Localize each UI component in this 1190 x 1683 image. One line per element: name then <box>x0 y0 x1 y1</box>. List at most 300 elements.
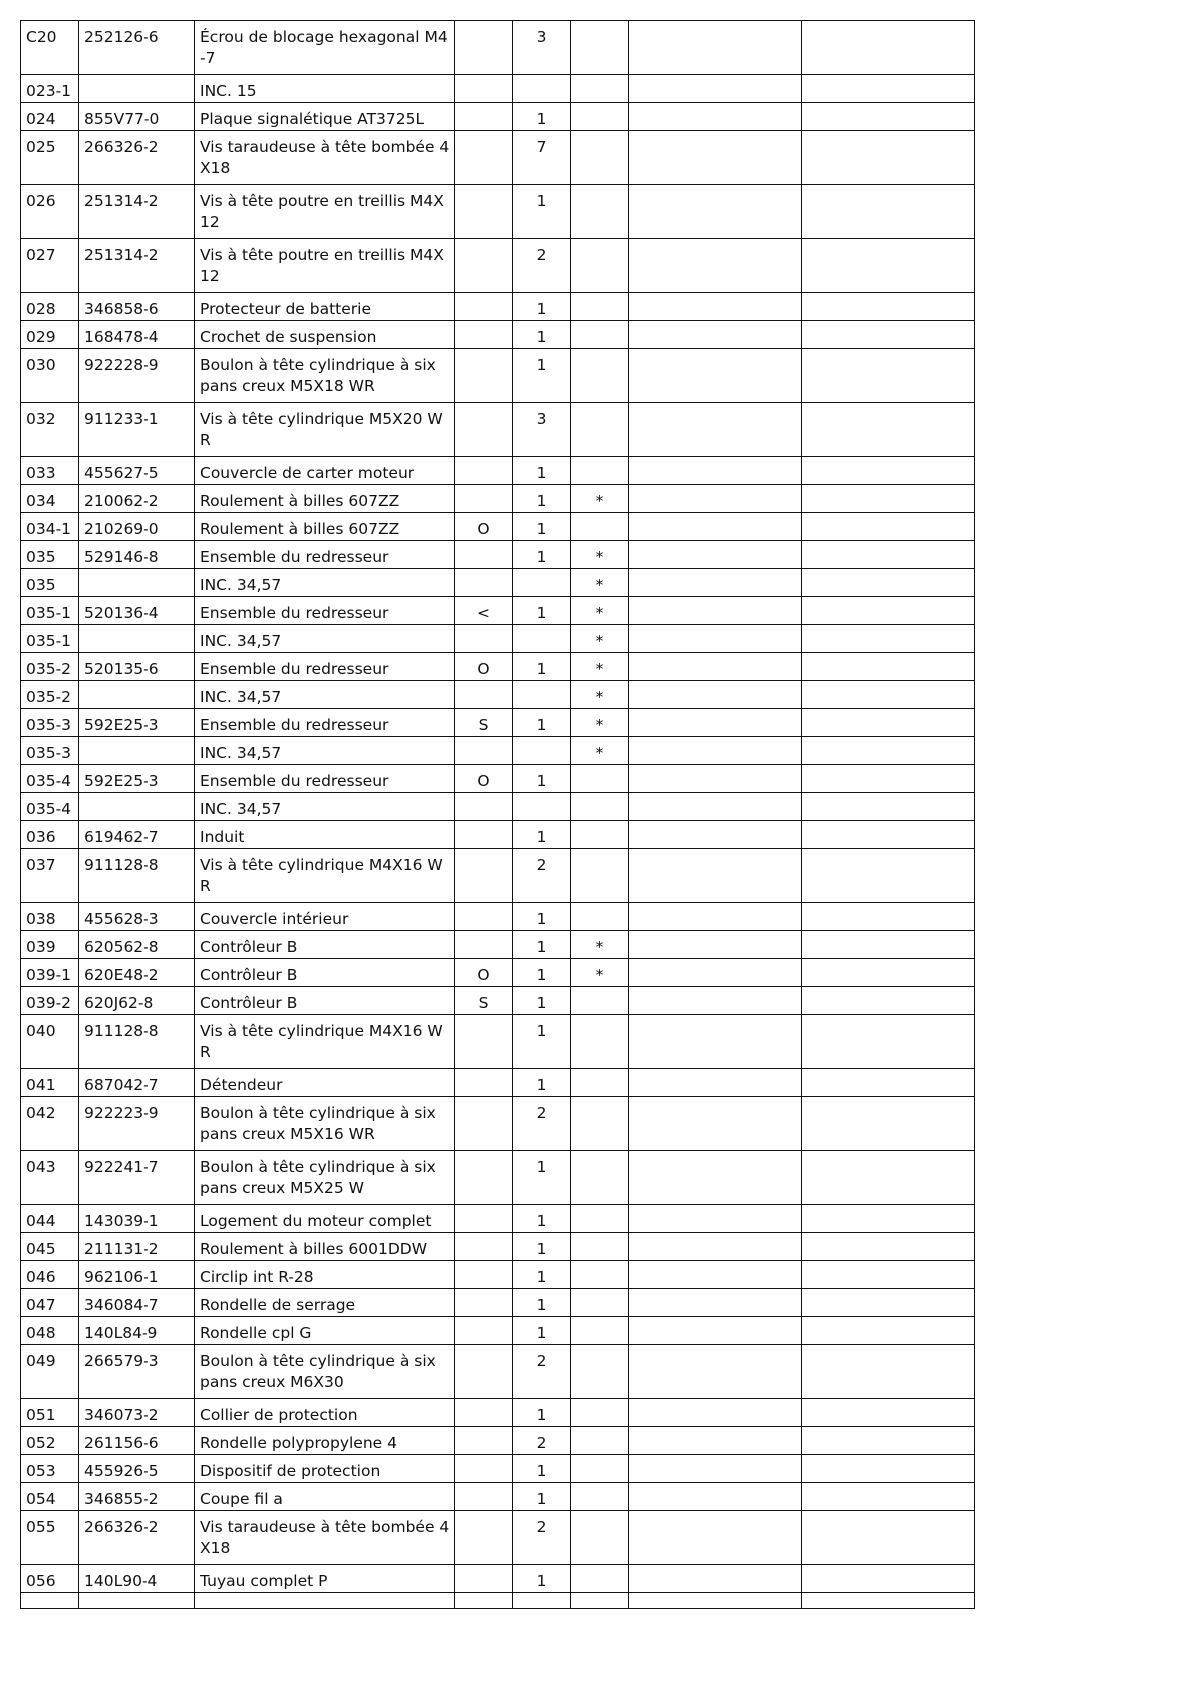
empty-cell <box>571 1593 629 1609</box>
remark-mark-cell: * <box>571 541 629 569</box>
variant-flag-cell <box>455 681 513 709</box>
empty-cell <box>629 709 802 737</box>
empty-cell <box>802 765 975 793</box>
empty-cell <box>802 903 975 931</box>
item-number-cell: 039-2 <box>21 987 79 1015</box>
variant-flag-cell <box>455 1261 513 1289</box>
part-number-cell: 962106-1 <box>79 1261 195 1289</box>
item-number-cell: 035-4 <box>21 765 79 793</box>
empty-cell <box>802 185 975 239</box>
quantity-cell: 1 <box>513 1261 571 1289</box>
empty-cell <box>802 959 975 987</box>
item-number-cell: 030 <box>21 349 79 403</box>
description-cell: INC. 34,57 <box>195 625 455 653</box>
empty-cell <box>629 821 802 849</box>
variant-flag-cell <box>455 541 513 569</box>
quantity-cell <box>513 75 571 103</box>
variant-flag-cell <box>455 75 513 103</box>
part-number-cell: 140L84-9 <box>79 1317 195 1345</box>
item-number-cell: 032 <box>21 403 79 457</box>
empty-cell <box>195 1593 455 1609</box>
part-number-cell: 911128-8 <box>79 1015 195 1069</box>
item-number-cell: 055 <box>21 1511 79 1565</box>
remark-mark-cell <box>571 185 629 239</box>
empty-cell <box>802 21 975 75</box>
empty-cell <box>802 931 975 959</box>
part-number-cell: 168478-4 <box>79 321 195 349</box>
remark-mark-cell <box>571 403 629 457</box>
remark-mark-cell <box>571 1565 629 1593</box>
table-row <box>21 681 975 709</box>
empty-cell <box>802 849 975 903</box>
item-number-cell: 049 <box>21 1345 79 1399</box>
table-row <box>21 569 975 597</box>
item-number-cell: 051 <box>21 1399 79 1427</box>
part-number-cell: 687042-7 <box>79 1069 195 1097</box>
remark-mark-cell <box>571 293 629 321</box>
empty-cell <box>802 513 975 541</box>
item-number-cell: 054 <box>21 1483 79 1511</box>
empty-cell <box>629 457 802 485</box>
part-number-cell: 455627-5 <box>79 457 195 485</box>
part-number-cell <box>79 681 195 709</box>
quantity-cell <box>513 737 571 765</box>
empty-cell <box>802 653 975 681</box>
remark-mark-cell: * <box>571 709 629 737</box>
item-number-cell: 041 <box>21 1069 79 1097</box>
part-number-cell: 855V77-0 <box>79 103 195 131</box>
empty-cell <box>455 1593 513 1609</box>
empty-cell <box>802 131 975 185</box>
part-number-cell: 266326-2 <box>79 131 195 185</box>
variant-flag-cell: O <box>455 765 513 793</box>
empty-cell <box>802 293 975 321</box>
remark-mark-cell <box>571 1205 629 1233</box>
part-number-cell <box>79 75 195 103</box>
empty-cell <box>629 765 802 793</box>
table-row <box>21 403 975 457</box>
item-number-cell: 046 <box>21 1261 79 1289</box>
empty-cell <box>629 403 802 457</box>
description-cell: Boulon à tête cylindrique à six pans creux M5X16 WR <box>195 1097 455 1151</box>
part-number-cell: 911233-1 <box>79 403 195 457</box>
empty-cell <box>629 1593 802 1609</box>
remark-mark-cell <box>571 103 629 131</box>
remark-mark-cell <box>571 1455 629 1483</box>
part-number-cell: 210062-2 <box>79 485 195 513</box>
empty-cell <box>513 1593 571 1609</box>
table-row <box>21 131 975 185</box>
table-row <box>21 1151 975 1205</box>
empty-cell <box>629 239 802 293</box>
part-number-cell <box>79 793 195 821</box>
variant-flag-cell <box>455 849 513 903</box>
quantity-cell: 1 <box>513 1317 571 1345</box>
variant-flag-cell <box>455 349 513 403</box>
table-row <box>21 1069 975 1097</box>
description-cell: Vis à tête poutre en treillis M4X12 <box>195 239 455 293</box>
part-number-cell: 922241-7 <box>79 1151 195 1205</box>
remark-mark-cell: * <box>571 597 629 625</box>
variant-flag-cell <box>455 21 513 75</box>
empty-cell <box>629 21 802 75</box>
description-cell: Dispositif de protection <box>195 1455 455 1483</box>
description-cell: Circlip int R-28 <box>195 1261 455 1289</box>
variant-flag-cell <box>455 1565 513 1593</box>
quantity-cell: 1 <box>513 597 571 625</box>
description-cell: Ensemble du redresseur <box>195 709 455 737</box>
variant-flag-cell <box>455 403 513 457</box>
table-row <box>21 485 975 513</box>
part-number-cell: 620562-8 <box>79 931 195 959</box>
variant-flag-cell <box>455 485 513 513</box>
table-row <box>21 513 975 541</box>
empty-cell <box>629 75 802 103</box>
description-cell: Coupe fil a <box>195 1483 455 1511</box>
empty-cell <box>629 793 802 821</box>
variant-flag-cell: S <box>455 987 513 1015</box>
empty-cell <box>629 1511 802 1565</box>
variant-flag-cell <box>455 1317 513 1345</box>
table-row <box>21 1261 975 1289</box>
empty-cell <box>802 1483 975 1511</box>
description-cell: Boulon à tête cylindrique à six pans creux M6X30 <box>195 1345 455 1399</box>
empty-cell <box>802 597 975 625</box>
variant-flag-cell <box>455 103 513 131</box>
table-row <box>21 1345 975 1399</box>
quantity-cell: 1 <box>513 931 571 959</box>
quantity-cell: 1 <box>513 1399 571 1427</box>
part-number-cell <box>79 569 195 597</box>
part-number-cell: 592E25-3 <box>79 709 195 737</box>
item-number-cell: 043 <box>21 1151 79 1205</box>
table-row <box>21 1317 975 1345</box>
part-number-cell: 529146-8 <box>79 541 195 569</box>
part-number-cell: 261156-6 <box>79 1427 195 1455</box>
part-number-cell: 911128-8 <box>79 849 195 903</box>
empty-cell <box>629 1097 802 1151</box>
item-number-cell: 035-3 <box>21 737 79 765</box>
empty-cell <box>79 1593 195 1609</box>
empty-cell <box>802 569 975 597</box>
remark-mark-cell <box>571 1317 629 1345</box>
quantity-cell: 1 <box>513 1069 571 1097</box>
variant-flag-cell <box>455 1151 513 1205</box>
part-number-cell: 346858-6 <box>79 293 195 321</box>
part-number-cell: 620E48-2 <box>79 959 195 987</box>
remark-mark-cell <box>571 765 629 793</box>
empty-cell <box>629 597 802 625</box>
item-number-cell: 028 <box>21 293 79 321</box>
empty-cell <box>802 1205 975 1233</box>
variant-flag-cell: O <box>455 653 513 681</box>
empty-cell <box>802 541 975 569</box>
empty-cell <box>802 349 975 403</box>
description-cell: Boulon à tête cylindrique à six pans creux M5X25 W <box>195 1151 455 1205</box>
item-number-cell: 045 <box>21 1233 79 1261</box>
empty-cell <box>629 131 802 185</box>
empty-cell <box>629 1233 802 1261</box>
quantity-cell: 3 <box>513 21 571 75</box>
quantity-cell: 2 <box>513 239 571 293</box>
item-number-cell: 048 <box>21 1317 79 1345</box>
item-number-cell: 035 <box>21 569 79 597</box>
description-cell: Contrôleur B <box>195 931 455 959</box>
variant-flag-cell <box>455 131 513 185</box>
item-number-cell: 037 <box>21 849 79 903</box>
part-number-cell: 620J62-8 <box>79 987 195 1015</box>
empty-cell <box>629 1565 802 1593</box>
item-number-cell: 042 <box>21 1097 79 1151</box>
empty-cell <box>629 485 802 513</box>
description-cell: INC. 34,57 <box>195 793 455 821</box>
remark-mark-cell: * <box>571 959 629 987</box>
description-cell: Roulement à billes 6001DDW <box>195 1233 455 1261</box>
description-cell: Ensemble du redresseur <box>195 653 455 681</box>
empty-cell <box>629 681 802 709</box>
description-cell: Vis à tête cylindrique M4X16 WR <box>195 1015 455 1069</box>
empty-cell <box>629 103 802 131</box>
variant-flag-cell <box>455 931 513 959</box>
empty-cell <box>802 75 975 103</box>
table-row <box>21 1427 975 1455</box>
variant-flag-cell <box>455 1511 513 1565</box>
empty-cell <box>629 1483 802 1511</box>
part-number-cell: 455926-5 <box>79 1455 195 1483</box>
empty-cell <box>629 849 802 903</box>
empty-cell <box>802 1511 975 1565</box>
table-row <box>21 457 975 485</box>
table-row <box>21 1399 975 1427</box>
description-cell: Induit <box>195 821 455 849</box>
part-number-cell <box>79 625 195 653</box>
remark-mark-cell: * <box>571 569 629 597</box>
table-row <box>21 903 975 931</box>
empty-cell <box>802 1261 975 1289</box>
empty-cell <box>629 185 802 239</box>
empty-cell <box>802 821 975 849</box>
table-row <box>21 1289 975 1317</box>
table-row <box>21 1483 975 1511</box>
table-row <box>21 103 975 131</box>
description-cell: Écrou de blocage hexagonal M4-7 <box>195 21 455 75</box>
item-number-cell: 029 <box>21 321 79 349</box>
quantity-cell: 1 <box>513 653 571 681</box>
empty-cell <box>802 103 975 131</box>
item-number-cell: 026 <box>21 185 79 239</box>
part-number-cell: 346855-2 <box>79 1483 195 1511</box>
part-number-cell: 592E25-3 <box>79 765 195 793</box>
empty-cell <box>802 681 975 709</box>
empty-cell <box>629 625 802 653</box>
empty-cell <box>802 1455 975 1483</box>
quantity-cell: 2 <box>513 1097 571 1151</box>
variant-flag-cell <box>455 1345 513 1399</box>
description-cell: Plaque signalétique AT3725L <box>195 103 455 131</box>
item-number-cell: 035-4 <box>21 793 79 821</box>
table-row <box>21 1097 975 1151</box>
item-number-cell: 035-2 <box>21 681 79 709</box>
empty-cell <box>802 1593 975 1609</box>
quantity-cell: 1 <box>513 185 571 239</box>
variant-flag-cell: O <box>455 513 513 541</box>
quantity-cell: 1 <box>513 1565 571 1593</box>
table-row <box>21 793 975 821</box>
item-number-cell: 039 <box>21 931 79 959</box>
remark-mark-cell <box>571 903 629 931</box>
item-number-cell: 040 <box>21 1015 79 1069</box>
table-row <box>21 931 975 959</box>
empty-cell <box>802 1345 975 1399</box>
remark-mark-cell <box>571 1097 629 1151</box>
remark-mark-cell <box>571 1261 629 1289</box>
part-number-cell: 252126-6 <box>79 21 195 75</box>
variant-flag-cell: S <box>455 709 513 737</box>
remark-mark-cell <box>571 987 629 1015</box>
part-number-cell: 266579-3 <box>79 1345 195 1399</box>
description-cell: Couvercle de carter moteur <box>195 457 455 485</box>
item-number-cell: 047 <box>21 1289 79 1317</box>
quantity-cell: 7 <box>513 131 571 185</box>
item-number-cell: 023-1 <box>21 75 79 103</box>
part-number-cell: 346084-7 <box>79 1289 195 1317</box>
variant-flag-cell <box>455 1015 513 1069</box>
description-cell: Rondelle cpl G <box>195 1317 455 1345</box>
quantity-cell: 1 <box>513 903 571 931</box>
empty-cell <box>629 1399 802 1427</box>
variant-flag-cell: < <box>455 597 513 625</box>
part-number-cell: 619462-7 <box>79 821 195 849</box>
description-cell: INC. 34,57 <box>195 569 455 597</box>
quantity-cell: 1 <box>513 293 571 321</box>
description-cell: Boulon à tête cylindrique à six pans creux M5X18 WR <box>195 349 455 403</box>
empty-cell <box>629 1069 802 1097</box>
quantity-cell <box>513 793 571 821</box>
description-cell: Détendeur <box>195 1069 455 1097</box>
table-row <box>21 75 975 103</box>
item-number-cell: 034-1 <box>21 513 79 541</box>
empty-cell <box>629 1289 802 1317</box>
variant-flag-cell <box>455 321 513 349</box>
quantity-cell: 1 <box>513 1289 571 1317</box>
remark-mark-cell: * <box>571 653 629 681</box>
empty-cell <box>802 403 975 457</box>
remark-mark-cell <box>571 793 629 821</box>
quantity-cell: 1 <box>513 1483 571 1511</box>
remark-mark-cell <box>571 1015 629 1069</box>
part-number-cell: 520135-6 <box>79 653 195 681</box>
empty-cell <box>629 1015 802 1069</box>
description-cell: Ensemble du redresseur <box>195 597 455 625</box>
table-row <box>21 1511 975 1565</box>
empty-cell <box>629 903 802 931</box>
remark-mark-cell <box>571 75 629 103</box>
table-row <box>21 293 975 321</box>
quantity-cell: 1 <box>513 321 571 349</box>
empty-cell <box>802 1151 975 1205</box>
table-row <box>21 765 975 793</box>
empty-cell <box>629 1345 802 1399</box>
table-row <box>21 1205 975 1233</box>
quantity-cell: 2 <box>513 1427 571 1455</box>
empty-cell <box>629 513 802 541</box>
variant-flag-cell <box>455 1233 513 1261</box>
quantity-cell: 2 <box>513 849 571 903</box>
quantity-cell: 3 <box>513 403 571 457</box>
quantity-cell: 1 <box>513 485 571 513</box>
quantity-cell <box>513 681 571 709</box>
remark-mark-cell <box>571 239 629 293</box>
variant-flag-cell <box>455 737 513 765</box>
table-row <box>21 541 975 569</box>
quantity-cell <box>513 569 571 597</box>
part-number-cell: 455628-3 <box>79 903 195 931</box>
empty-cell <box>629 1427 802 1455</box>
empty-cell <box>802 1289 975 1317</box>
empty-cell <box>629 321 802 349</box>
description-cell: Vis à tête cylindrique M4X16 WR <box>195 849 455 903</box>
empty-cell <box>802 1233 975 1261</box>
quantity-cell: 1 <box>513 1455 571 1483</box>
quantity-cell: 1 <box>513 709 571 737</box>
remark-mark-cell <box>571 1511 629 1565</box>
remark-mark-cell <box>571 21 629 75</box>
quantity-cell: 1 <box>513 513 571 541</box>
empty-cell <box>629 293 802 321</box>
variant-flag-cell <box>455 793 513 821</box>
table-row <box>21 1233 975 1261</box>
description-cell: Vis à tête cylindrique M5X20 WR <box>195 403 455 457</box>
empty-cell <box>802 1069 975 1097</box>
quantity-cell: 1 <box>513 1205 571 1233</box>
variant-flag-cell <box>455 903 513 931</box>
description-cell: INC. 34,57 <box>195 681 455 709</box>
variant-flag-cell <box>455 1399 513 1427</box>
item-number-cell: 034 <box>21 485 79 513</box>
remark-mark-cell <box>571 1399 629 1427</box>
quantity-cell: 1 <box>513 1151 571 1205</box>
table-row <box>21 1455 975 1483</box>
remark-mark-cell <box>571 821 629 849</box>
quantity-cell: 1 <box>513 959 571 987</box>
empty-cell <box>802 1015 975 1069</box>
variant-flag-cell <box>455 1205 513 1233</box>
remark-mark-cell <box>571 1069 629 1097</box>
table-row <box>21 737 975 765</box>
empty-cell <box>802 1097 975 1151</box>
quantity-cell: 1 <box>513 541 571 569</box>
empty-cell <box>802 239 975 293</box>
part-number-cell: 266326-2 <box>79 1511 195 1565</box>
empty-cell <box>802 485 975 513</box>
description-cell: Vis taraudeuse à tête bombée 4X18 <box>195 1511 455 1565</box>
part-number-cell: 251314-2 <box>79 239 195 293</box>
description-cell: Ensemble du redresseur <box>195 765 455 793</box>
item-number-cell: 044 <box>21 1205 79 1233</box>
description-cell: Roulement à billes 607ZZ <box>195 513 455 541</box>
empty-cell <box>802 321 975 349</box>
empty-cell <box>629 653 802 681</box>
remark-mark-cell <box>571 513 629 541</box>
item-number-cell: 039-1 <box>21 959 79 987</box>
empty-cell <box>802 1565 975 1593</box>
empty-cell <box>802 1427 975 1455</box>
variant-flag-cell: O <box>455 959 513 987</box>
variant-flag-cell <box>455 293 513 321</box>
item-number-cell: 052 <box>21 1427 79 1455</box>
quantity-cell: 1 <box>513 765 571 793</box>
part-number-cell: 346073-2 <box>79 1399 195 1427</box>
